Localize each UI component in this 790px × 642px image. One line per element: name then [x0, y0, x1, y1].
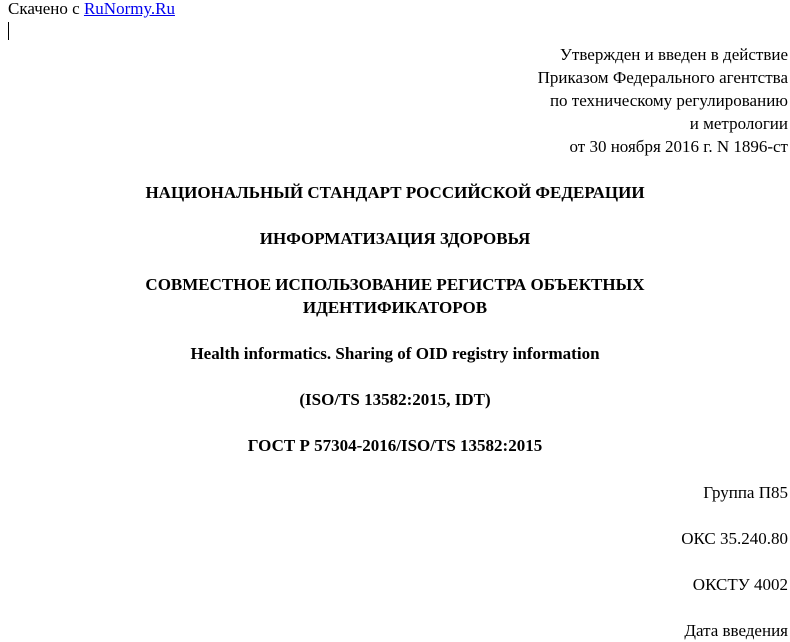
approval-line-2: Приказом Федерального агентства [537, 68, 788, 87]
national-standard-heading: НАЦИОНАЛЬНЫЙ СТАНДАРТ РОССИЙСКОЙ ФЕДЕРАЦИИ [145, 183, 645, 202]
english-title: Health informatics. Sharing of OID registry information [190, 344, 600, 363]
iso-reference: (ISO/TS 13582:2015, IDT) [299, 390, 491, 409]
approval-line-4: и метрологии [689, 114, 788, 133]
approval-line-5: от 30 ноября 2016 г. N 1896-ст [569, 137, 788, 156]
downloaded-prefix: Скачено с [8, 0, 80, 18]
approval-line-1: Утвержден и введен в действие [559, 45, 788, 64]
section-heading: ИНФОРМАТИЗАЦИЯ ЗДОРОВЬЯ [259, 229, 531, 248]
approval-line-3: по техническому регулированию [549, 91, 788, 110]
okstu-code: ОКСТУ 4002 [692, 575, 788, 594]
runormy-link[interactable]: RuNormy.Ru [83, 0, 175, 18]
main-title-line-2: ИДЕНТИФИКАТОРОВ [302, 298, 488, 317]
oks-code: ОКС 35.240.80 [681, 529, 788, 548]
gost-designation: ГОСТ Р 57304-2016/ISO/TS 13582:2015 [247, 436, 543, 455]
text-cursor [8, 22, 9, 40]
group-code: Группа П85 [703, 483, 788, 502]
download-source-line [8, 0, 175, 20]
main-title-line-1: СОВМЕСТНОЕ ИСПОЛЬЗОВАНИЕ РЕГИСТРА ОБЪЕКТНЫХ [145, 275, 645, 294]
intro-date-label: Дата введения [684, 621, 788, 640]
